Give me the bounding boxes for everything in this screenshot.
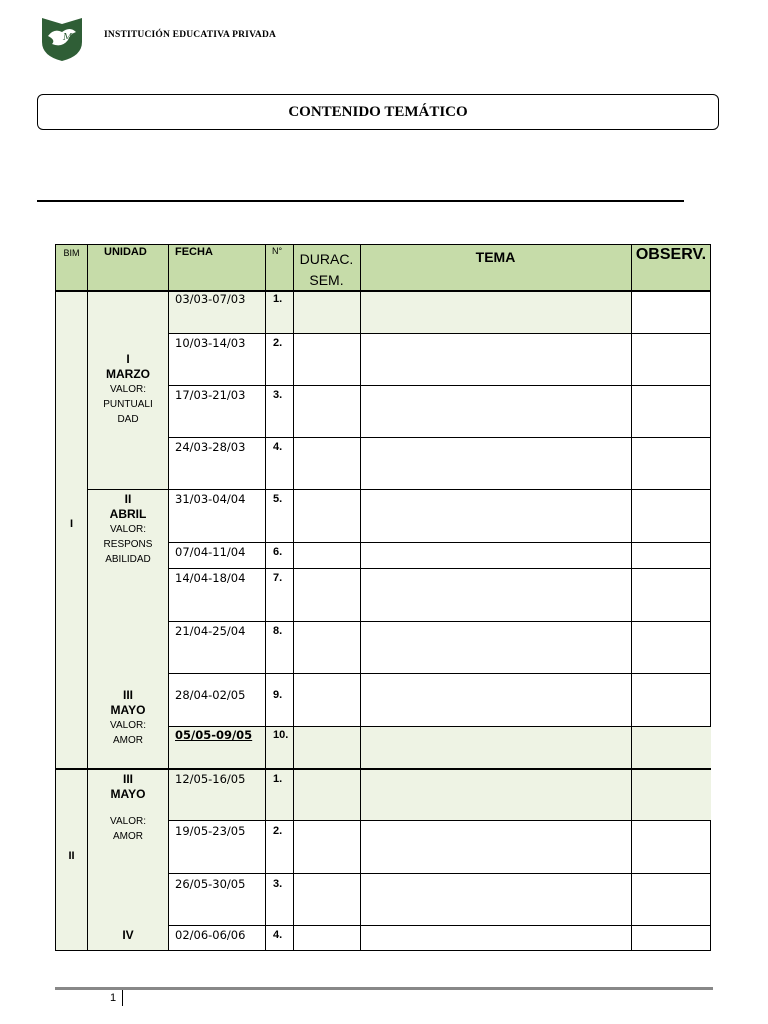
svg-text:M: M xyxy=(63,33,73,43)
row-fecha: 12/05-16/05 xyxy=(175,772,246,786)
row-fecha: 21/04-25/04 xyxy=(175,624,246,638)
col-fecha: FECHA xyxy=(175,246,213,258)
row-num: 9. xyxy=(273,689,283,701)
col-duracion: DURAC. SEM. xyxy=(299,251,354,288)
row-fecha: 28/04-02/05 xyxy=(175,688,246,702)
row-fecha: 07/04-11/04 xyxy=(175,545,246,559)
institution-name: INSTITUCIÓN EDUCATIVA PRIVADA xyxy=(104,30,277,40)
col-tema: TEMA xyxy=(475,249,516,265)
row-num: 6. xyxy=(273,546,283,558)
unit-2: II ABRIL VALOR: RESPONS ABILIDAD xyxy=(103,492,153,565)
row-fecha: 14/04-18/04 xyxy=(175,571,246,585)
col-unidad: UNIDAD xyxy=(104,246,147,258)
row-num: 4. xyxy=(273,441,283,453)
row-num: 7. xyxy=(273,572,283,584)
col-bim: BIM xyxy=(63,248,80,258)
row-fecha: 31/03-04/04 xyxy=(175,492,246,506)
row-num: 4. xyxy=(273,929,283,941)
school-logo xyxy=(40,14,84,62)
unit-1: I MARZO VALOR: PUNTUALI DAD xyxy=(103,352,153,425)
row-num: 3. xyxy=(273,389,283,401)
bim-label: II xyxy=(68,850,75,862)
row-fecha: 10/03-14/03 xyxy=(175,336,246,350)
divider-line xyxy=(37,200,684,202)
row-shade xyxy=(168,770,711,820)
row-num: 5. xyxy=(273,493,283,505)
unit-4: III MAYO VALOR: AMOR xyxy=(110,772,146,842)
row-num: 2. xyxy=(273,825,283,837)
footer-line xyxy=(55,987,713,990)
row-num: 2. xyxy=(273,337,283,349)
row-num: 10. xyxy=(273,729,289,741)
page-number: 1 xyxy=(110,992,117,1004)
page-mark xyxy=(122,990,123,1006)
row-fecha: 26/05-30/05 xyxy=(175,877,246,891)
row-fecha: 19/05-23/05 xyxy=(175,824,246,838)
row-fecha: 17/03-21/03 xyxy=(175,388,246,402)
row-fecha: 03/03-07/03 xyxy=(175,292,246,306)
row-num: 8. xyxy=(273,625,283,637)
col-observ: OBSERV. xyxy=(635,246,707,263)
unit-5: IV xyxy=(122,928,134,942)
unit-3: III MAYO VALOR: AMOR xyxy=(110,688,146,746)
row-fecha: 05/05-09/05 xyxy=(175,728,253,742)
row-fecha: 02/06-06/06 xyxy=(175,928,246,942)
bim-label: I xyxy=(69,518,74,530)
row-num: 1. xyxy=(273,773,283,785)
row-num: 3. xyxy=(273,878,283,890)
row-num: 1. xyxy=(273,293,283,305)
col-num: N° xyxy=(272,246,283,256)
row-fecha: 24/03-28/03 xyxy=(175,440,246,454)
page-title: CONTENIDO TEMÁTICO xyxy=(37,94,719,130)
